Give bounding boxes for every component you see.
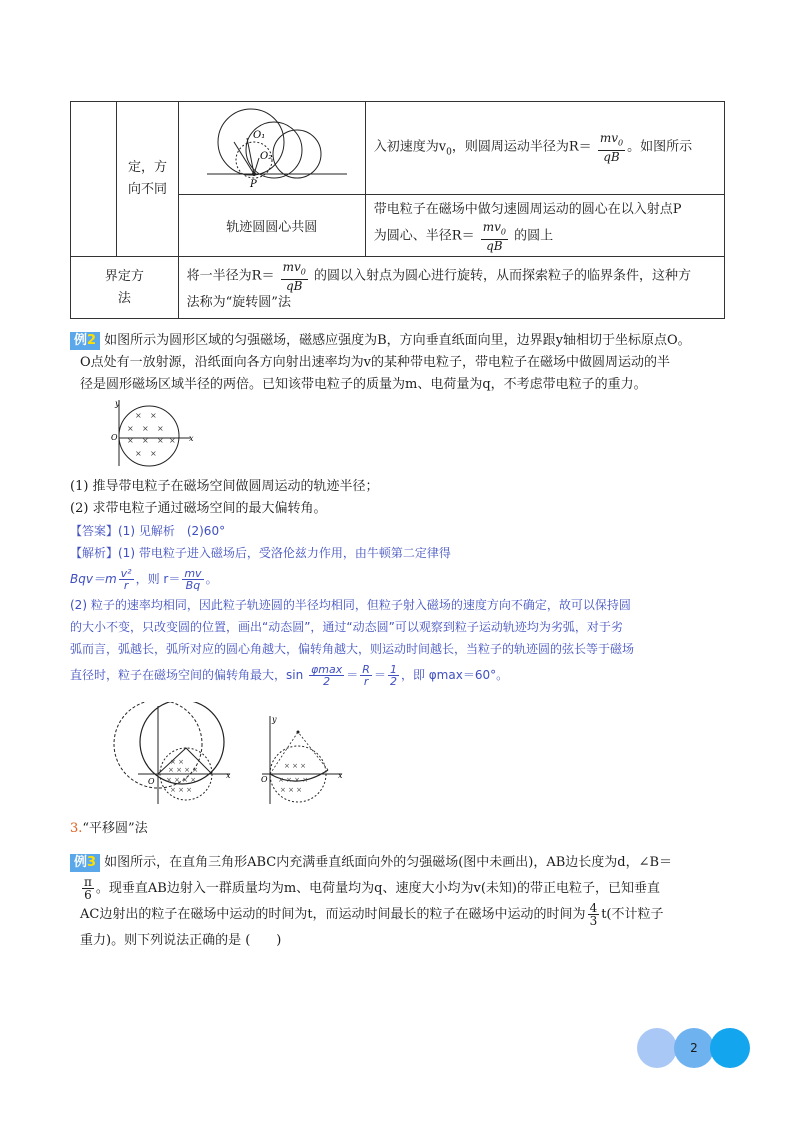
frac-phi — [309, 664, 344, 687]
eq-frac-mv-bq — [182, 568, 203, 591]
svg-text:× × × ×: × × × × — [278, 776, 309, 784]
example2-statement — [70, 330, 730, 396]
frac-num: 4 — [589, 901, 598, 915]
frac-den: 2 — [389, 675, 397, 688]
frac-den: 6 — [84, 888, 92, 902]
example3-line4: 重力)。则下列说法正确的是 ( ) — [80, 933, 282, 948]
badge-num: 2 — [87, 333, 97, 348]
example2-analysis-eq — [70, 564, 730, 594]
figure1-cell — [178, 102, 365, 195]
row1-desc-suffix: 。如图所示 — [627, 140, 693, 156]
row3-prefix: 将一半径为R＝ — [186, 269, 275, 284]
svg-text:× × × ×: × × × × — [166, 776, 197, 784]
svg-text:× × ×: × × × — [284, 762, 307, 770]
svg-text:×: × — [127, 424, 134, 433]
page-number: 2 — [674, 1028, 714, 1068]
frac-den: 3 — [589, 914, 598, 928]
frac-num: mv — [184, 567, 202, 580]
frac-mv0-qB-3 — [281, 261, 308, 291]
example3-badge — [70, 854, 100, 872]
example2-line2: O点处有一放射源，沿纸面向各方向射出速率均为v的某种带电粒子，带电粒子在磁场中做圆周运动的半 — [80, 355, 671, 370]
example2-line1 — [70, 330, 730, 352]
row2-desc-line1: 带电粒子在磁场中做匀速圆周运动的圆心在以入射点P — [373, 202, 682, 218]
fig4-label-x: x — [338, 771, 343, 780]
fig2-label-x: x — [189, 434, 194, 443]
fig2-label-y: y — [115, 399, 120, 408]
frac-num: R — [362, 663, 370, 676]
row3-desc-cell — [178, 257, 724, 319]
frac-den: qB — [486, 238, 503, 253]
svg-text:×: × — [150, 411, 157, 420]
eq-suffix: 。 — [205, 572, 218, 586]
svg-text:×: × — [127, 436, 134, 445]
example3-line1-text: 如图所示，在直角三角形ABC内充满垂直纸面向外的匀强磁场(图中未画出)，AB边长度为d，∠B＝ — [104, 855, 673, 870]
frac-mv0-qB-2 — [481, 221, 508, 251]
frac-den: qB — [285, 278, 303, 293]
example2-questions — [70, 476, 730, 520]
fig3-label-x: x — [226, 771, 231, 780]
frac-den: r — [363, 675, 369, 688]
frac-R-r — [360, 664, 372, 687]
example2-line3: 径是圆形磁场区域半径的两倍。已知该带电粒子的质量为m、电荷量为q，不考虑带电粒子的重力。 — [80, 377, 647, 392]
frac-num: φmax — [311, 663, 343, 676]
eq1: ＝ — [346, 668, 359, 682]
frac-den: 2 — [323, 675, 331, 688]
eq-mid: ，则 r＝ — [135, 572, 181, 586]
footer-decor-circle-left — [637, 1028, 677, 1068]
row1-desc-cell — [365, 102, 724, 195]
example2-badge — [70, 332, 100, 350]
row3-desc-line1 — [187, 261, 716, 291]
row1-desc-mid: ，则圆周运动半径为R＝ — [451, 140, 592, 156]
badge-text: 例 — [74, 855, 88, 870]
svg-text:×: × — [142, 424, 149, 433]
example2-q2: (2) 求带电粒子通过磁场空间的最大偏转角。 — [70, 501, 327, 516]
badge-text: 例 — [74, 333, 88, 348]
example3-line1 — [70, 850, 730, 876]
svg-text:×: × — [135, 449, 142, 458]
row2-desc-cell — [365, 195, 724, 257]
frac-num: 1 — [389, 663, 397, 676]
row1-desc-sub: 0 — [446, 147, 452, 158]
frac-pi-6 — [82, 876, 94, 901]
frac-num-sub: 0 — [300, 267, 306, 277]
line4-suffix: ，即 φmax＝60°。 — [400, 668, 509, 682]
svg-text:×: × — [142, 436, 149, 445]
frac-den: Bq — [185, 579, 201, 592]
example2-line1-text: 如图所示为圆形区域的匀强磁场，磁感应强度为B，方向垂直纸面向里，边界跟y轴相切于坐标原点O。 — [104, 333, 691, 348]
example2-q1: (1) 推导带电粒子在磁场空间做圆周运动的轨迹半径； — [70, 479, 379, 494]
eq-prefix: Bqv＝m — [70, 572, 117, 586]
method-table — [70, 101, 725, 319]
row3-suffix: 的圆以入射点为圆心进行旋转，从而探索粒子的临界条件，这种方 — [314, 269, 692, 284]
row2-prefix: 为圆心、半径R＝ — [373, 229, 475, 244]
svg-text:×: × — [135, 411, 142, 420]
example3-line2-text: 。现垂直AB边射入一群质量均为m、电荷量均为q、速度大小均为v(未知)的带正电粒子，已知垂直 — [95, 881, 660, 896]
row1-desc-prefix: 入初速度为v — [373, 140, 447, 156]
section3-title: “平移圆”法 — [82, 821, 148, 836]
fig4-label-y: y — [272, 715, 277, 724]
example3-line3-prefix: AC边射出的粒子在磁场中运动的时间为t，而运动时间最长的粒子在磁场中运动的时间为 — [80, 907, 586, 922]
row3-label: 界定方法 — [104, 268, 144, 306]
svg-text:×: × — [157, 424, 164, 433]
fig1-label-O1: O₁ — [252, 130, 265, 141]
row3-label-cell — [71, 257, 179, 319]
frac-4-3 — [588, 902, 600, 927]
svg-text:×: × — [169, 436, 176, 445]
example2-analysis2-line3: 弧而言，弧越长，弧所对应的圆心角越大，偏转角越大，则运动时间越长，当粒子的轨迹圆的弦长等于磁场 — [70, 642, 635, 656]
row1-label: 定，方向不同 — [127, 160, 167, 197]
eq-frac-v2-r — [119, 568, 134, 591]
frac-num: π — [84, 875, 92, 889]
fig2-label-O: O — [111, 433, 118, 442]
dynamic-circle-figure — [108, 702, 238, 807]
svg-text:×: × — [157, 436, 164, 445]
rotating-circle-figure — [179, 102, 364, 190]
max-deflection-figure — [258, 712, 348, 807]
fig1-label-P: P — [249, 179, 257, 190]
example2-analysis2-line2: 的大小不变，只改变圆的位置，画出“动态圆”，通过“动态圆”可以观察到粒子运动轨迹均为劣弧，对于劣 — [70, 620, 623, 634]
frac-num: mv — [599, 131, 618, 146]
example3-line3 — [70, 902, 730, 928]
example3-line2 — [70, 876, 730, 902]
row2-caption: 轨迹圆圆心共圆 — [226, 220, 318, 235]
frac-den: qB — [603, 149, 620, 164]
frac-num: mv — [282, 260, 301, 275]
table-empty-cell — [71, 102, 117, 257]
frac-num: v² — [120, 567, 132, 580]
svg-text:× × ×: × × × — [280, 786, 303, 794]
example3-line3-suffix: t(不计粒子 — [601, 907, 664, 922]
eq2: ＝ — [373, 668, 386, 682]
example2-analysis-line1: 【解析】(1) 带电粒子进入磁场后，受洛伦兹力作用，由牛顿第二定律得 — [70, 546, 451, 560]
svg-text:× × ×: × × × — [170, 786, 193, 794]
svg-text:× ×: × × — [170, 758, 184, 766]
frac-half — [388, 664, 399, 687]
svg-text:×: × — [150, 449, 157, 458]
example2-answer: 【答案】(1) 见解析 (2)60° — [70, 524, 226, 538]
frac-num: mv — [482, 220, 501, 235]
svg-text:× × × ×: × × × × — [168, 766, 199, 774]
example2-solution — [70, 520, 730, 690]
fig1-label-O2: O₂ — [259, 151, 272, 162]
frac-den: r — [123, 579, 129, 592]
fig3-label-O: O — [148, 777, 155, 786]
example2-analysis2-line1: (2) 粒子的速率均相同，因此粒子轨迹圆的半径均相同，但粒子射入磁场的速度方向不确定，故可以保持圆 — [70, 598, 631, 612]
example2-figure — [105, 398, 200, 468]
row1-label-cell — [117, 102, 178, 257]
frac-num-sub: 0 — [618, 138, 624, 148]
example2-analysis2-line4 — [70, 660, 730, 690]
frac-num-sub: 0 — [500, 227, 506, 237]
section3-num: 3. — [70, 821, 83, 836]
row2-caption-cell — [178, 195, 365, 257]
row2-suffix: 的圆上 — [514, 229, 554, 244]
row2-desc-line2 — [374, 221, 716, 251]
fig4-label-O: O — [261, 775, 268, 784]
frac-mv0-qB — [598, 132, 625, 162]
row3-desc-line2: 法称为“旋转圆”法 — [186, 294, 291, 310]
section3-heading — [70, 818, 730, 840]
badge-num: 3 — [87, 855, 97, 870]
example3-statement — [70, 850, 730, 954]
line4-prefix: 直径时，粒子在磁场空间的偏转角最大，sin — [70, 668, 304, 682]
footer-decor-circle-right — [710, 1028, 750, 1068]
